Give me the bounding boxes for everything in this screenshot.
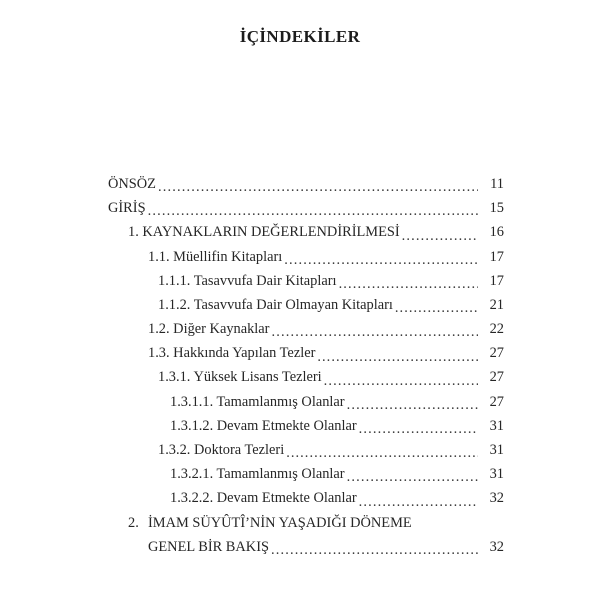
- toc-entry-label: 1.1.2. Tasavvufa Dair Olmayan Kitapları: [158, 296, 393, 313]
- toc-entry-label: 1.2. Diğer Kaynaklar: [148, 321, 270, 338]
- dot-leader: [324, 372, 478, 390]
- toc-entry[interactable]: [0, 172, 600, 196]
- toc-entry[interactable]: [0, 390, 600, 414]
- toc-entry-page: 32: [489, 490, 504, 507]
- toc-entry-line-1: [0, 511, 504, 535]
- toc-entry-label: 1.3.2.2. Devam Etmekte Olanlar: [170, 490, 357, 507]
- toc-entry[interactable]: [0, 462, 600, 486]
- dot-leader: [158, 178, 478, 196]
- toc-entry[interactable]: [0, 196, 600, 220]
- dot-leader: [317, 348, 478, 366]
- dot-leader: [347, 396, 478, 414]
- toc-entry-page: 31: [489, 442, 504, 459]
- toc-entry-label: 1.3.1. Yüksek Lisans Tezleri: [158, 369, 322, 386]
- toc-entry[interactable]: [0, 317, 600, 341]
- toc-entry-page: 27: [489, 393, 504, 410]
- toc-entry-label-continued: GENEL BİR BAKIŞ: [148, 538, 269, 555]
- toc-entry-label: 1.3.2. Doktora Tezleri: [158, 442, 285, 459]
- dot-leader: [271, 541, 478, 559]
- toc-entry-label: 1.3.1.1. Tamamlanmış Olanlar: [170, 393, 345, 410]
- dot-leader: [286, 444, 478, 462]
- toc-entry[interactable]: [0, 438, 600, 462]
- dot-leader: [359, 493, 478, 511]
- toc-entry-label: 1.1.1. Tasavvufa Dair Kitapları: [158, 272, 337, 289]
- toc-entry-page: 31: [489, 466, 504, 483]
- toc-entry[interactable]: [0, 293, 600, 317]
- toc-list: [0, 172, 600, 559]
- toc-entry-label: İMAM SÜYÛTÎ’NİN YAŞADIĞI DÖNEME: [148, 514, 412, 531]
- toc-entry-page: 27: [489, 369, 504, 386]
- toc-entry-label: GİRİŞ: [108, 200, 146, 217]
- toc-entry-label: ÖNSÖZ: [108, 175, 156, 192]
- toc-entry-label: 1. KAYNAKLARIN DEĞERLENDİRİLMESİ: [128, 224, 400, 241]
- toc-entry-page: 17: [489, 272, 504, 289]
- dot-leader: [148, 202, 478, 220]
- toc-entry[interactable]: [0, 269, 600, 293]
- toc-entry-label: 1.3.2.1. Tamamlanmış Olanlar: [170, 466, 345, 483]
- toc-entry-label: 1.1. Müellifin Kitapları: [148, 248, 283, 265]
- toc-entry-page: 21: [489, 296, 504, 313]
- dot-leader: [339, 275, 478, 293]
- toc-entry[interactable]: [0, 511, 600, 559]
- page-title: İÇİNDEKİLER: [239, 27, 361, 46]
- toc-entry[interactable]: [0, 220, 600, 244]
- toc-entry-page: 11: [490, 175, 504, 192]
- toc-entry-number: 2.: [128, 514, 139, 531]
- dot-leader: [402, 227, 478, 245]
- toc-entry-page: 27: [489, 345, 504, 362]
- toc-entry-page: 15: [489, 200, 504, 217]
- dot-leader: [347, 468, 478, 486]
- toc-entry-page: 22: [489, 321, 504, 338]
- toc-entry-page: 32: [489, 538, 504, 555]
- toc-entry[interactable]: [0, 245, 600, 269]
- dot-leader: [271, 323, 478, 341]
- toc-entry[interactable]: [0, 341, 600, 365]
- toc-entry-page: 31: [489, 417, 504, 434]
- toc-entry-line-2: [0, 535, 504, 559]
- toc-entry[interactable]: [0, 414, 600, 438]
- dot-leader: [359, 420, 478, 438]
- toc-entry-page: 16: [489, 224, 504, 241]
- toc-entry[interactable]: [0, 366, 600, 390]
- toc-entry-page: 17: [489, 248, 504, 265]
- toc-entry[interactable]: [0, 486, 600, 510]
- toc-entry-label: 1.3. Hakkında Yapılan Tezler: [148, 345, 316, 362]
- toc-entry-label: 1.3.1.2. Devam Etmekte Olanlar: [170, 417, 357, 434]
- dot-leader: [395, 299, 478, 317]
- dot-leader: [284, 251, 478, 269]
